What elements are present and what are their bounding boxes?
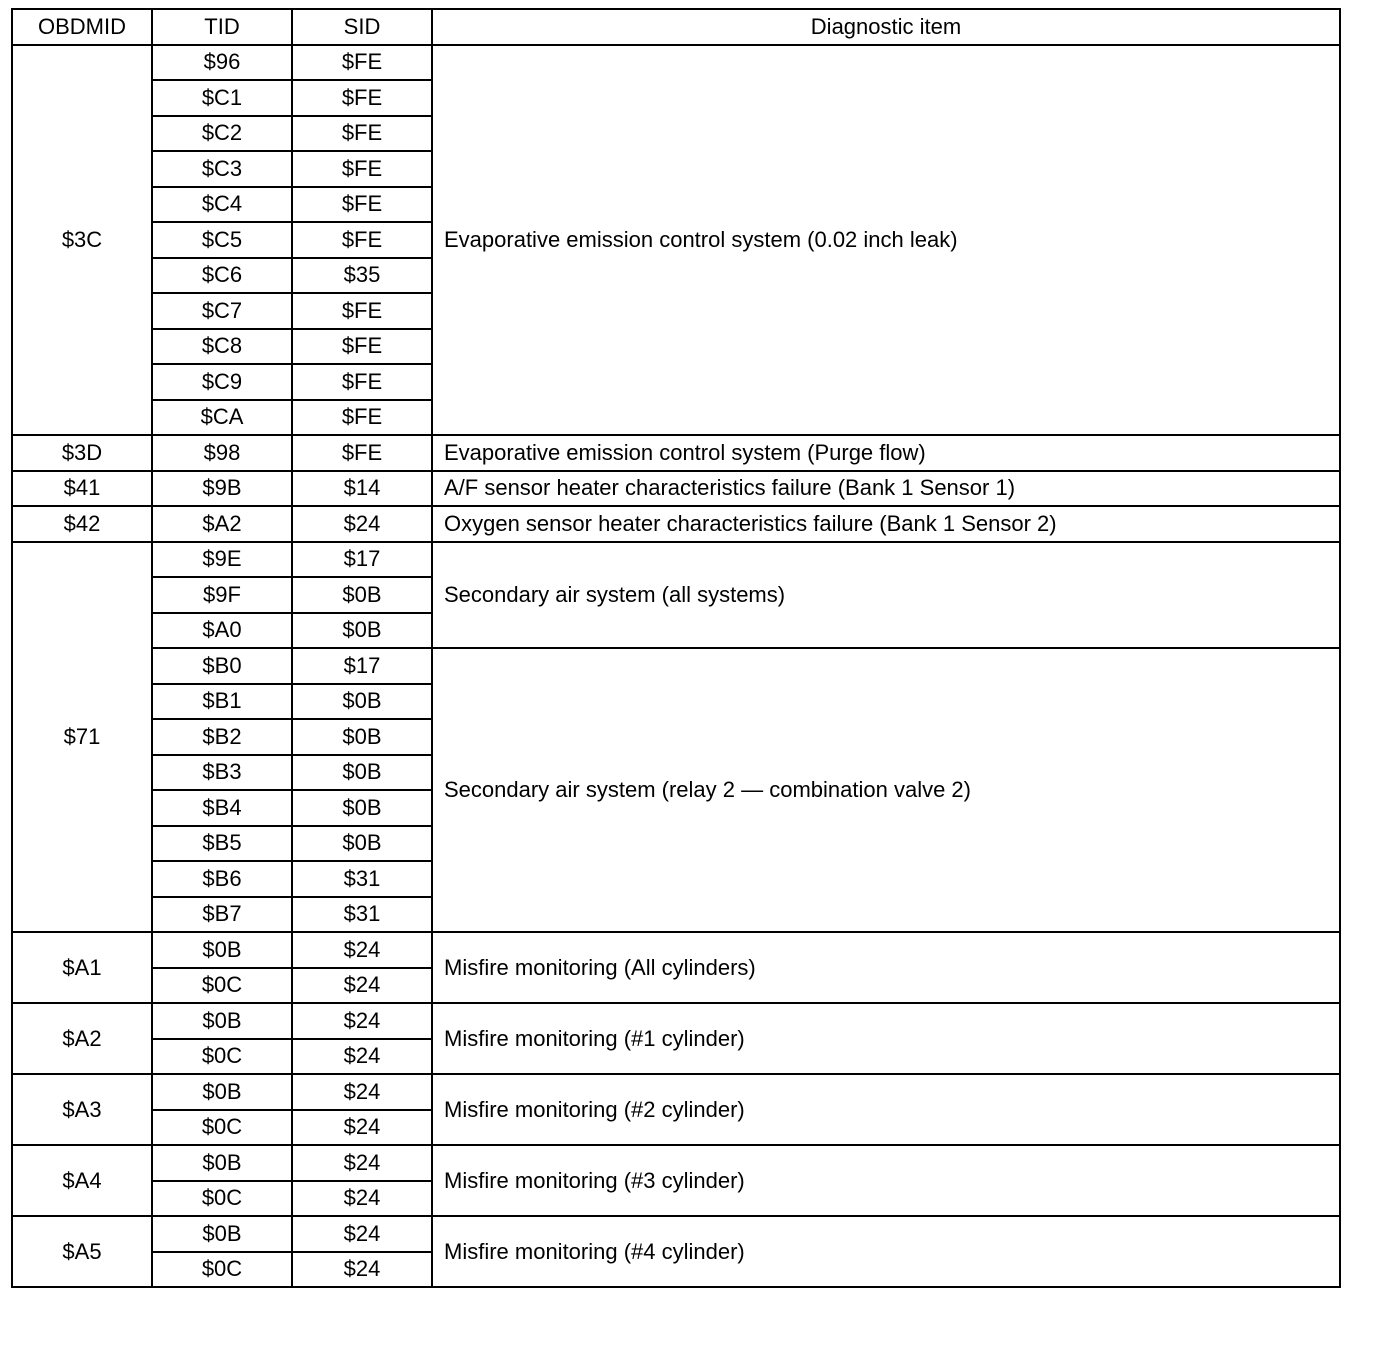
tid-cell: $C3	[152, 151, 292, 187]
sid-cell: $31	[292, 861, 432, 897]
table-row	[12, 435, 1340, 471]
tid-cell: $B6	[152, 861, 292, 897]
tid-cell: $0C	[152, 1110, 292, 1146]
tid-cell: $C9	[152, 364, 292, 400]
tid-cell: $B5	[152, 826, 292, 862]
tid-cell: $0B	[152, 1216, 292, 1252]
sid-cell: $FE	[292, 293, 432, 329]
tid-cell: $B3	[152, 755, 292, 791]
diagnostic-item-cell: Oxygen sensor heater characteristics failure (Bank 1 Sensor 2)	[432, 506, 1340, 542]
sid-cell: $24	[292, 1181, 432, 1217]
table-row	[12, 45, 1340, 81]
sid-cell: $17	[292, 648, 432, 684]
sid-cell: $24	[292, 1110, 432, 1146]
tid-cell: $9F	[152, 577, 292, 613]
tid-cell: $0B	[152, 932, 292, 968]
obdmid-cell: $A5	[12, 1216, 152, 1287]
table-row	[12, 1074, 1340, 1110]
sid-cell: $24	[292, 1216, 432, 1252]
obdmid-cell: $41	[12, 471, 152, 507]
tid-cell: $C8	[152, 329, 292, 365]
diagnostic-item-cell: Evaporative emission control system (0.02 inch leak)	[432, 45, 1340, 436]
tid-cell: $C4	[152, 187, 292, 223]
diagnostic-item-cell: Secondary air system (all systems)	[432, 542, 1340, 649]
tid-cell: $A2	[152, 506, 292, 542]
tid-cell: $C6	[152, 258, 292, 294]
sid-cell: $FE	[292, 45, 432, 81]
sid-cell: $FE	[292, 222, 432, 258]
tid-cell: $B1	[152, 684, 292, 720]
sid-cell: $FE	[292, 329, 432, 365]
tid-cell: $C2	[152, 116, 292, 152]
sid-cell: $31	[292, 897, 432, 933]
header-row	[12, 9, 1340, 45]
tid-cell: $0B	[152, 1074, 292, 1110]
sid-cell: $14	[292, 471, 432, 507]
sid-cell: $FE	[292, 187, 432, 223]
sid-cell: $24	[292, 506, 432, 542]
sid-cell: $FE	[292, 116, 432, 152]
diagnostic-item-cell: Misfire monitoring (All cylinders)	[432, 932, 1340, 1003]
tid-cell: $C5	[152, 222, 292, 258]
tid-cell: $0C	[152, 1181, 292, 1217]
sid-cell: $0B	[292, 613, 432, 649]
header-sid: SID	[292, 9, 432, 45]
table-row	[12, 542, 1340, 578]
tid-cell: $0B	[152, 1003, 292, 1039]
sid-cell: $FE	[292, 435, 432, 471]
sid-cell: $FE	[292, 400, 432, 436]
tid-cell: $B4	[152, 790, 292, 826]
table-row	[12, 471, 1340, 507]
sid-cell: $FE	[292, 151, 432, 187]
tid-cell: $B7	[152, 897, 292, 933]
sid-cell: $0B	[292, 790, 432, 826]
diagnostic-item-cell: Misfire monitoring (#2 cylinder)	[432, 1074, 1340, 1145]
tid-cell: $0C	[152, 1252, 292, 1288]
obdmid-cell: $A4	[12, 1145, 152, 1216]
tid-cell: $C1	[152, 80, 292, 116]
tid-cell: $96	[152, 45, 292, 81]
tid-cell: $98	[152, 435, 292, 471]
tid-cell: $B0	[152, 648, 292, 684]
sid-cell: $0B	[292, 684, 432, 720]
diagnostic-item-cell: Misfire monitoring (#1 cylinder)	[432, 1003, 1340, 1074]
tid-cell: $9B	[152, 471, 292, 507]
table-row	[12, 648, 1340, 684]
tid-cell: $C7	[152, 293, 292, 329]
header-obdmid: OBDMID	[12, 9, 152, 45]
tid-cell: $A0	[152, 613, 292, 649]
sid-cell: $24	[292, 1145, 432, 1181]
table-body	[12, 45, 1340, 1288]
sid-cell: $0B	[292, 577, 432, 613]
sid-cell: $24	[292, 1074, 432, 1110]
table-row	[12, 1145, 1340, 1181]
diagnostic-item-cell: A/F sensor heater characteristics failure (Bank 1 Sensor 1)	[432, 471, 1340, 507]
diagnostic-item-cell: Secondary air system (relay 2 — combination valve 2)	[432, 648, 1340, 932]
sid-cell: $FE	[292, 364, 432, 400]
obdmid-cell: $3C	[12, 45, 152, 436]
obdmid-cell: $A2	[12, 1003, 152, 1074]
sid-cell: $0B	[292, 755, 432, 791]
obdmid-cell: $A1	[12, 932, 152, 1003]
table-row	[12, 1003, 1340, 1039]
diagnostic-item-cell: Misfire monitoring (#3 cylinder)	[432, 1145, 1340, 1216]
sid-cell: $0B	[292, 826, 432, 862]
tid-cell: $B2	[152, 719, 292, 755]
table-row	[12, 506, 1340, 542]
diagnostic-item-cell: Evaporative emission control system (Purge flow)	[432, 435, 1340, 471]
header-diagnostic-item: Diagnostic item	[432, 9, 1340, 45]
sid-cell: $24	[292, 968, 432, 1004]
table-row	[12, 1216, 1340, 1252]
diagnostic-item-cell: Misfire monitoring (#4 cylinder)	[432, 1216, 1340, 1287]
sid-cell: $17	[292, 542, 432, 578]
sid-cell: $24	[292, 1039, 432, 1075]
tid-cell: $0B	[152, 1145, 292, 1181]
sid-cell: $FE	[292, 80, 432, 116]
obdmid-cell: $3D	[12, 435, 152, 471]
obd-monitor-table	[11, 8, 1341, 1288]
obdmid-cell: $A3	[12, 1074, 152, 1145]
sid-cell: $24	[292, 932, 432, 968]
tid-cell: $0C	[152, 1039, 292, 1075]
sid-cell: $24	[292, 1003, 432, 1039]
sid-cell: $24	[292, 1252, 432, 1288]
sid-cell: $0B	[292, 719, 432, 755]
tid-cell: $9E	[152, 542, 292, 578]
table-row	[12, 932, 1340, 968]
obdmid-cell: $42	[12, 506, 152, 542]
tid-cell: $0C	[152, 968, 292, 1004]
sid-cell: $35	[292, 258, 432, 294]
tid-cell: $CA	[152, 400, 292, 436]
header-tid: TID	[152, 9, 292, 45]
obdmid-cell: $71	[12, 542, 152, 933]
